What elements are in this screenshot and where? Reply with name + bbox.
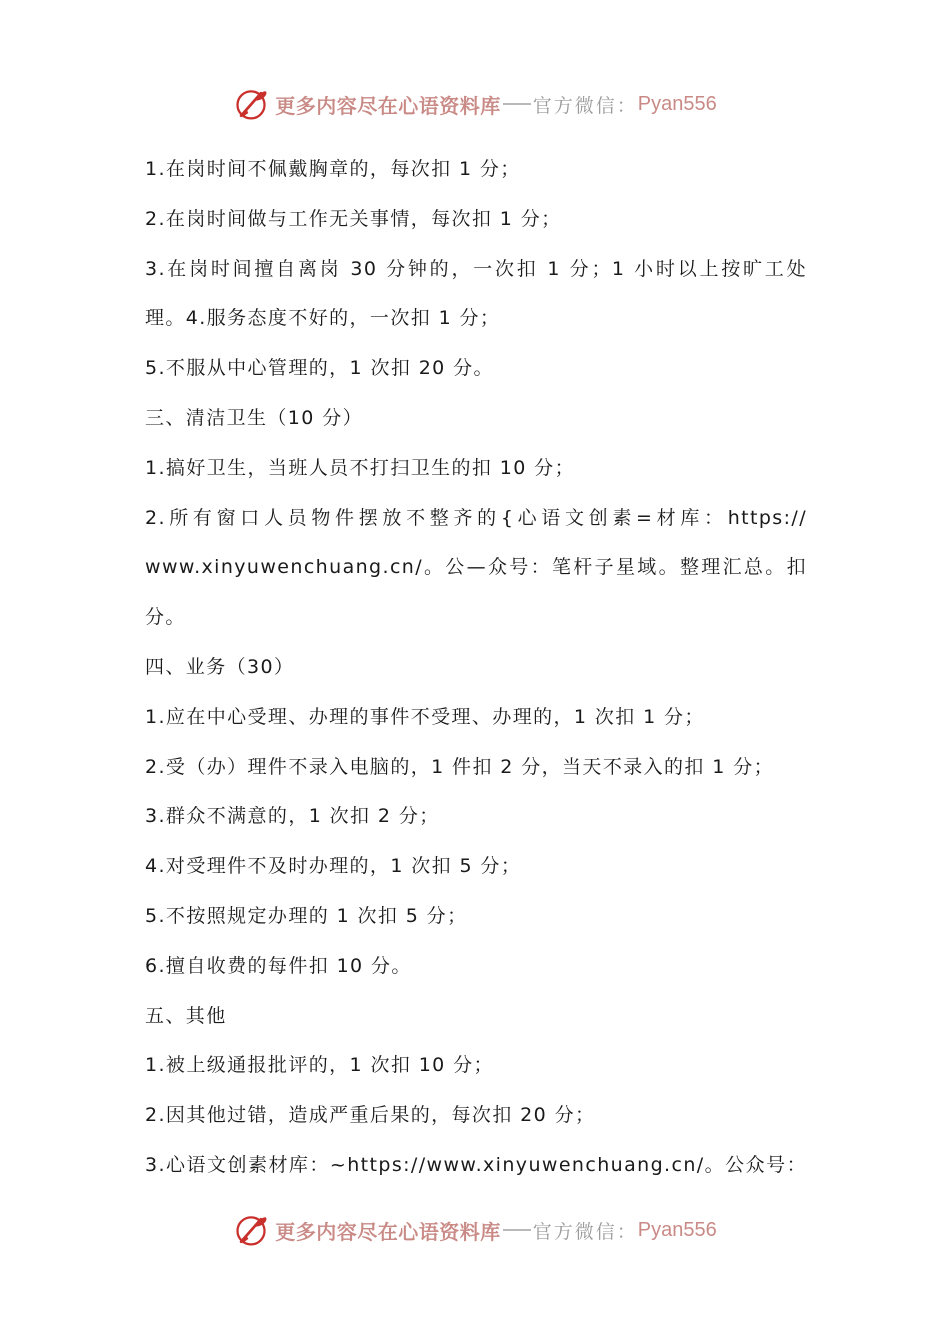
banner-dash — [503, 1229, 531, 1231]
section-heading: 三、清洁卫生（10 分） — [145, 406, 364, 429]
paragraph-line: 3.在岗时间擅自离岗 30 分钟的，一次扣 1 分；1 小时以上按旷工处 — [145, 257, 807, 280]
paragraph-line: 2.因其他过错，造成严重后果的，每次扣 20 分； — [145, 1104, 596, 1127]
paragraph-line: 6.擅自收费的每件扣 10 分。 — [145, 954, 412, 977]
paragraph-line: 分。 — [145, 606, 186, 629]
quill-logo-icon — [233, 1212, 269, 1248]
paragraph-line: 5.不按照规定办理的 1 次扣 5 分； — [145, 904, 468, 927]
section-heading: 五、其他 — [145, 1004, 227, 1027]
banner-official-label: 官方微信： — [532, 1220, 638, 1243]
document-body — [145, 145, 807, 1191]
paragraph-line: 3.群众不满意的，1 次扣 2 分； — [145, 805, 440, 828]
banner-wechat-id: Pyan556 — [637, 1218, 717, 1241]
paragraph-line: 1.应在中心受理、办理的事件不受理、办理的，1 次扣 1 分； — [145, 705, 705, 728]
paragraph-line: 2.在岗时间做与工作无关事情，每次扣 1 分； — [145, 207, 562, 230]
paragraph-line: 1.被上级通报批评的，1 次扣 10 分； — [145, 1054, 494, 1077]
paragraph-line: 5.不服从中心管理的，1 次扣 20 分。 — [145, 357, 494, 380]
paragraph-line: www.xinyuwenchuang.cn/。公—众号：笔杆子星域。整理汇总。扣 — [145, 556, 807, 579]
quill-logo-icon — [233, 86, 269, 122]
banner-wechat-id: Pyan556 — [637, 92, 717, 115]
banner-dash — [503, 103, 531, 105]
banner-official-label: 官方微信： — [532, 94, 638, 117]
paragraph-line: 3.心语文创素材库：~https://www.xinyuwenchuang.cn/。公众号： — [145, 1153, 807, 1176]
paragraph-line: 2.所有窗口人员物件摆放不整齐的{心语文创素=材库：https:// — [145, 506, 807, 529]
banner-title: 更多内容尽在心语资料库 — [275, 93, 501, 118]
paragraph-line: 1.在岗时间不佩戴胸章的，每次扣 1 分； — [145, 158, 521, 180]
banner-title: 更多内容尽在心语资料库 — [275, 1219, 501, 1244]
header-banner — [0, 82, 950, 126]
footer-banner — [0, 1208, 950, 1252]
paragraph-line: 理。4.服务态度不好的，一次扣 1 分； — [145, 307, 501, 330]
paragraph-line: 4.对受理件不及时办理的，1 次扣 5 分； — [145, 855, 522, 878]
section-heading: 四、业务（30） — [145, 655, 295, 678]
paragraph-line: 2.受（办）理件不录入电脑的，1 件扣 2 分，当天不录入的扣 1 分； — [145, 755, 774, 778]
paragraph-line: 1.搞好卫生，当班人员不打扫卫生的扣 10 分； — [145, 456, 575, 479]
